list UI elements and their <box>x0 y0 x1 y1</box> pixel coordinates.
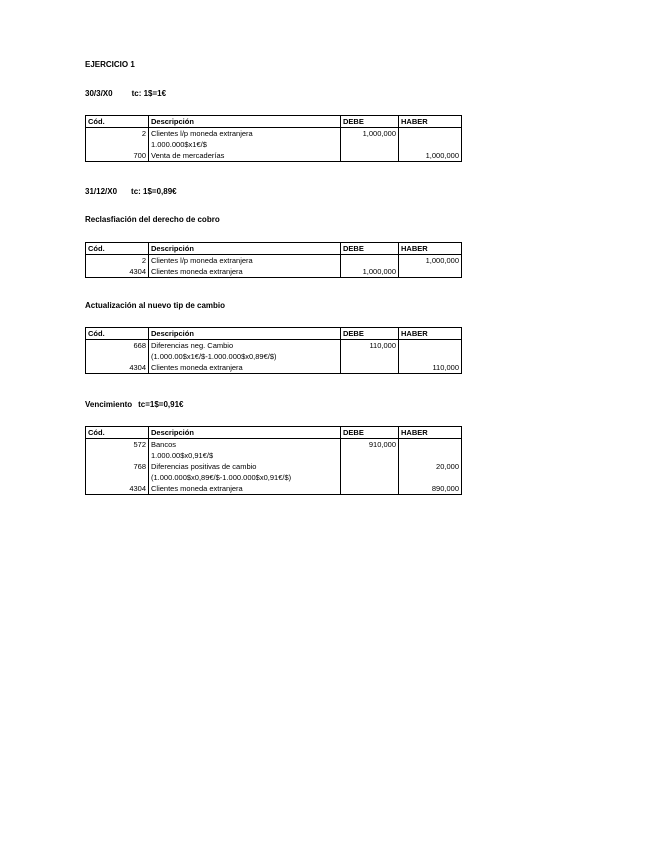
haber-cell <box>399 139 462 150</box>
subtitle-reclassification: Reclasfiación del derecho de cobro <box>85 215 220 224</box>
account-code: 768 <box>86 461 149 472</box>
header-debe: DEBE <box>341 427 399 439</box>
description-cell: Clientes moneda extranjera <box>149 266 341 278</box>
haber-cell: 1,000,000 <box>399 150 462 162</box>
header-debe: DEBE <box>341 328 399 340</box>
account-code: 4304 <box>86 266 149 278</box>
haber-cell: 110,000 <box>399 362 462 374</box>
header-code: Cód. <box>86 243 149 255</box>
table-row <box>86 351 462 362</box>
journal-table-4 <box>85 426 462 495</box>
rate-4: tc=1$=0,91€ <box>138 400 184 409</box>
header-debe: DEBE <box>341 116 399 128</box>
date-1: 30/3/X0 <box>85 89 113 98</box>
header-haber: HABER <box>399 427 462 439</box>
header-description: Descripción <box>149 243 341 255</box>
debe-cell <box>341 150 399 162</box>
debe-cell <box>341 255 399 267</box>
journal-table-3 <box>85 327 462 374</box>
account-code: 2 <box>86 128 149 140</box>
table-row <box>86 461 462 472</box>
description-cell: (1.000.00$x1€/$-1.000.000$x0,89€/$) <box>149 351 341 362</box>
table-row <box>86 362 462 374</box>
maturity-label: Vencimiento <box>85 400 133 409</box>
debe-cell <box>341 461 399 472</box>
table-header-row <box>86 243 462 255</box>
haber-cell <box>399 128 462 140</box>
header-code: Cód. <box>86 427 149 439</box>
account-code <box>86 139 149 150</box>
debe-cell <box>341 483 399 495</box>
table-row <box>86 340 462 352</box>
table-row <box>86 439 462 451</box>
table-row <box>86 255 462 267</box>
account-code: 4304 <box>86 483 149 495</box>
date-line-2 <box>85 187 177 197</box>
table-header-row <box>86 328 462 340</box>
account-code: 2 <box>86 255 149 267</box>
description-cell: 1.000.00$x0,91€/$ <box>149 450 341 461</box>
debe-cell: 1,000,000 <box>341 128 399 140</box>
header-description: Descripción <box>149 427 341 439</box>
date-line-1 <box>85 89 166 99</box>
table-row <box>86 450 462 461</box>
header-description: Descripción <box>149 328 341 340</box>
haber-cell <box>399 472 462 483</box>
date-2: 31/12/X0 <box>85 187 118 196</box>
rate-1: tc: 1$=1€ <box>131 89 167 98</box>
description-cell: Venta de mercaderías <box>149 150 341 162</box>
header-haber: HABER <box>399 328 462 340</box>
haber-cell: 20,000 <box>399 461 462 472</box>
header-haber: HABER <box>399 243 462 255</box>
description-cell: Diferencias positivas de cambio <box>149 461 341 472</box>
rate-2: tc: 1$=0,89€ <box>131 187 177 196</box>
date-line-4 <box>85 400 184 410</box>
account-code <box>86 351 149 362</box>
header-description: Descripción <box>149 116 341 128</box>
account-code: 572 <box>86 439 149 451</box>
haber-cell: 1,000,000 <box>399 255 462 267</box>
table-header-row <box>86 116 462 128</box>
header-code: Cód. <box>86 116 149 128</box>
account-code: 4304 <box>86 362 149 374</box>
debe-cell: 110,000 <box>341 340 399 352</box>
description-cell: Diferencias neg. Cambio <box>149 340 341 352</box>
journal-table-1 <box>85 115 462 162</box>
account-code: 668 <box>86 340 149 352</box>
table-row <box>86 150 462 162</box>
subtitle-update: Actualización al nuevo tip de cambio <box>85 301 226 310</box>
debe-cell: 910,000 <box>341 439 399 451</box>
haber-cell <box>399 351 462 362</box>
journal-table-2 <box>85 242 462 278</box>
description-cell: Clientes l/p moneda extranjera <box>149 255 341 267</box>
haber-cell: 890,000 <box>399 483 462 495</box>
account-code <box>86 450 149 461</box>
exercise-title: EJERCICIO 1 <box>85 60 135 69</box>
description-cell: (1.000.000$x0,89€/$-1.000.000$x0,91€/$) <box>149 472 341 483</box>
debe-cell <box>341 351 399 362</box>
debe-cell <box>341 139 399 150</box>
account-code: 700 <box>86 150 149 162</box>
haber-cell <box>399 266 462 278</box>
table-row <box>86 128 462 140</box>
header-haber: HABER <box>399 116 462 128</box>
header-debe: DEBE <box>341 243 399 255</box>
debe-cell: 1,000,000 <box>341 266 399 278</box>
haber-cell <box>399 439 462 451</box>
debe-cell <box>341 450 399 461</box>
description-cell: Clientes moneda extranjera <box>149 483 341 495</box>
description-cell: Clientes moneda extranjera <box>149 362 341 374</box>
table-row <box>86 472 462 483</box>
debe-cell <box>341 472 399 483</box>
haber-cell <box>399 340 462 352</box>
debe-cell <box>341 362 399 374</box>
table-row <box>86 483 462 495</box>
haber-cell <box>399 450 462 461</box>
table-header-row <box>86 427 462 439</box>
account-code <box>86 472 149 483</box>
description-cell: Bancos <box>149 439 341 451</box>
description-cell: Clientes l/p moneda extranjera <box>149 128 341 140</box>
table-row <box>86 266 462 278</box>
table-row <box>86 139 462 150</box>
description-cell: 1.000.000$x1€/$ <box>149 139 341 150</box>
header-code: Cód. <box>86 328 149 340</box>
